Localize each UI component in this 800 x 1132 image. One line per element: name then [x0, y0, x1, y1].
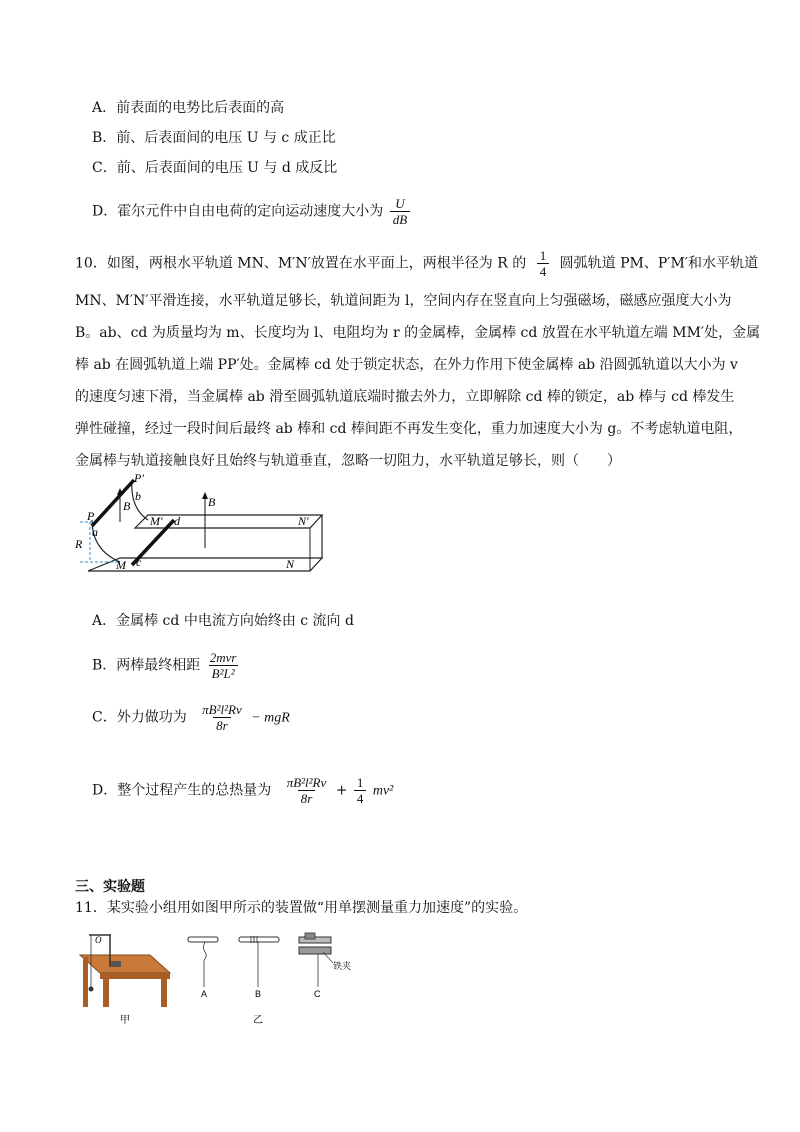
q9-option-c: C．前、后表面间的电压 U 与 d 成反比	[92, 160, 338, 176]
table-leg	[103, 979, 109, 1007]
q10-option-c-fraction	[199, 702, 245, 733]
fraction-denominator: dB	[390, 211, 410, 227]
fraction-denominator: 4	[354, 790, 367, 806]
q10-line-1	[75, 248, 758, 279]
fraction-numerator: 1	[356, 775, 364, 790]
q10-stem-line: MN、M′N′平滑连接，水平轨道足够长，轨道间距为 l，空间内存在竖直向上匀强磁场，磁感应强度大小为	[75, 293, 732, 309]
fraction-numerator: πB²l²Rv	[286, 775, 327, 790]
rod-b	[239, 937, 279, 942]
label-c: c	[136, 555, 142, 569]
section-title: 三、实验题	[75, 879, 145, 895]
table-top	[80, 955, 170, 973]
q10-option-d-fraction-2	[354, 775, 367, 806]
q10-option-b	[92, 650, 241, 681]
q10-option-d-fraction	[284, 775, 330, 806]
fraction-numerator: πB²l²Rv	[202, 702, 242, 717]
fraction-denominator: 8r	[213, 717, 231, 733]
label-iron-clamp: 铁夹	[333, 962, 352, 972]
label-fig-c: C	[314, 989, 321, 999]
plus-sign: +	[335, 782, 348, 799]
label-n-prime: N′	[298, 514, 309, 528]
pendulum-bob	[89, 987, 94, 992]
label-m-prime: M′	[150, 514, 163, 528]
iron-clamp	[299, 947, 331, 954]
stand-base	[111, 961, 121, 967]
label-p: P	[87, 509, 95, 523]
q9-option-d-text: D．霍尔元件中自由电荷的定向运动速度大小为	[92, 203, 384, 220]
q10-option-c-text: C．外力做功为	[92, 709, 187, 726]
knot-a	[204, 942, 207, 960]
q10-line-1-text-b: 圆弧轨道 PM、P′M′和水平轨道	[559, 255, 758, 272]
q10-stem-line: B。ab、cd 为质量均为 m、长度均为 l、电阻均为 r 的金属棒，金属棒 cd 放置在水平轨道左端 MM′处，金属	[75, 325, 761, 341]
table-edge	[100, 973, 170, 979]
q9-option-b: B．前、后表面间的电压 U 与 c 成正比	[92, 130, 336, 146]
label-fig-a: A	[201, 989, 208, 999]
table-leg	[161, 979, 167, 1007]
label-r: R	[75, 537, 83, 551]
label-b: b	[135, 489, 141, 503]
rail-diagram	[70, 470, 350, 585]
fraction-numerator: 1	[539, 248, 547, 263]
q11-stem: 11．某实验小组用如图甲所示的装置做“用单摆测量重力加速度”的实验。	[75, 900, 528, 916]
q9-option-a: A．前表面的电势比后表面的高	[92, 100, 285, 116]
q9-option-d-fraction	[390, 196, 410, 227]
q10-stem-line: 棒 ab 在圆弧轨道上端 PP′处。金属棒 cd 处于锁定状态，在外力作用下使金属棒 ab 沿圆弧轨道以大小为 v	[75, 357, 738, 373]
q10-option-c-suffix: − mgR	[251, 710, 290, 726]
label-fig-b: B	[255, 989, 262, 999]
caption-jia: 甲	[120, 1015, 130, 1025]
fraction-denominator: 4	[537, 263, 550, 279]
q10-option-a: A．金属棒 cd 中电流方向始终由 c 流向 d	[92, 613, 354, 629]
quarter-fraction	[537, 248, 550, 279]
table-leg	[83, 957, 88, 1007]
q10-option-b-fraction	[207, 650, 240, 681]
q9-option-d	[92, 196, 412, 227]
label-a: a	[92, 525, 98, 539]
q10-option-d-suffix: mv²	[372, 783, 394, 799]
pendulum-diagram	[75, 925, 375, 1025]
far-rail	[135, 515, 322, 528]
label-d: d	[174, 514, 180, 528]
q10-stem-line: 弹性碰撞，经过一段时间后最终 ab 棒和 cd 棒间距不再发生变化，重力加速度大小为 g。不考虑轨道电阻，	[75, 421, 743, 437]
q10-option-d-text: D．整个过程产生的总热量为	[92, 782, 272, 799]
q10-option-b-text: B．两棒最终相距	[92, 657, 201, 674]
caption-yi: 乙	[253, 1015, 263, 1025]
q10-option-d	[92, 775, 393, 806]
fraction-denominator: 8r	[298, 790, 316, 806]
clamp-knob	[305, 933, 315, 939]
fraction-numerator: 2mvr	[209, 650, 237, 665]
q10-stem-line: 的速度匀速下滑，当金属棒 ab 滑至圆弧轨道底端时撤去外力，立即解除 cd 棒的锁定，ab 棒与 cd 棒发生	[75, 389, 735, 405]
label-field-b2: B	[208, 495, 216, 509]
label-n: N	[286, 557, 295, 571]
q10-stem-line: 金属棒与轨道接触良好且始终与轨道垂直，忽略一切阻力，水平轨道足够长，则（ ）	[75, 453, 621, 469]
q10-line-1-text: 10．如图，两根水平轨道 MN、M′N′放置在水平面上，两根半径为 R 的	[75, 255, 527, 272]
label-o: O	[95, 935, 102, 945]
q10-option-c	[92, 702, 290, 733]
label-p-prime: P′	[134, 471, 144, 485]
fraction-denominator: B²L²	[209, 665, 238, 681]
q10-stem	[75, 285, 761, 477]
fraction-numerator: U	[395, 196, 405, 211]
label-m: M	[116, 558, 126, 572]
label-field-b: B	[123, 499, 131, 513]
rod-a	[188, 937, 218, 942]
